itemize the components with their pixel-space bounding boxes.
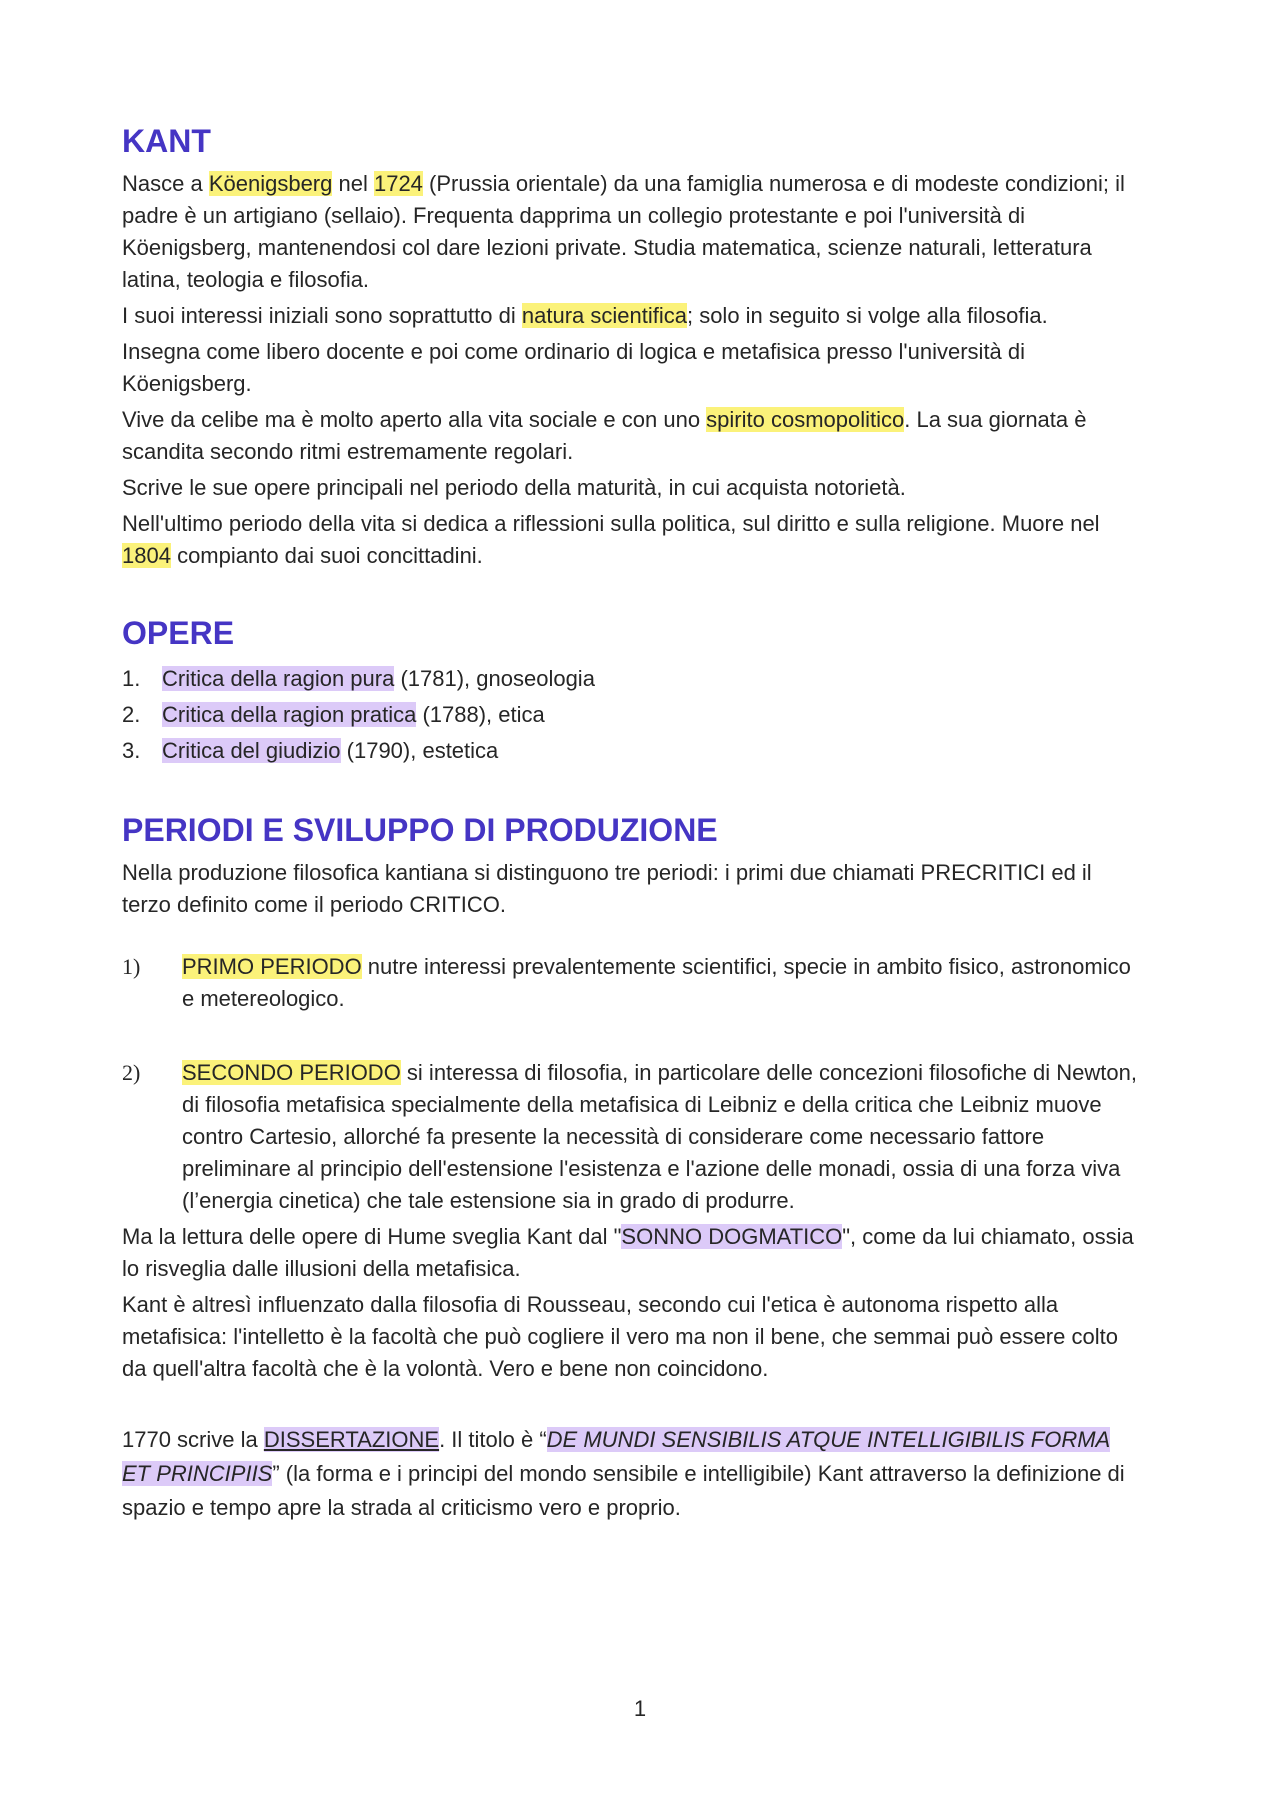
highlight-primo-periodo: PRIMO PERIODO bbox=[182, 954, 362, 980]
paragraph-rousseau: Kant è altresì influenzato dalla filosofia di Rousseau, secondo cui l'etica è autonoma rispetto alla metafisica: l'intelletto è la facoltà che può cogliere il vero ma non il bene, che semmai può essere colto da quell'altra facoltà che è la volontà. Vero e bene non coincidono. bbox=[122, 1292, 1118, 1382]
kant-paragraph-death: Nell'ultimo periodo della vita si dedica a riflessioni sulla politica, sul diritto e sulla religione. Muore nel 1804 compianto dai suoi concittadini. bbox=[122, 511, 1100, 569]
highlight-sonno-dogmatico: SONNO DOGMATICO bbox=[621, 1224, 843, 1250]
kant-paragraph-works-maturity: Scrive le sue opere principali nel periodo della maturità, in cui acquista notorietà. bbox=[122, 475, 906, 501]
periodi-intro: Nella produzione filosofica kantiana si distinguono tre periodi: i primi due chiamati PRECRITICI ed il terzo definito come il periodo CRITICO. bbox=[122, 860, 1092, 918]
list-item: 1. Critica della ragion pura (1781), gnoseologia bbox=[122, 665, 595, 691]
highlight-work-title: Critica della ragion pratica bbox=[162, 701, 417, 727]
highlight-death-year: 1804 bbox=[122, 543, 171, 569]
highlight-dissertazione: DISSERTAZIONE bbox=[263, 1427, 440, 1453]
section-title-kant: KANT bbox=[122, 123, 211, 159]
list-item: 2. Critica della ragion pratica (1788), etica bbox=[122, 701, 545, 727]
list-item: 3. Critica del giudizio (1790), estetica bbox=[122, 737, 499, 763]
highlight-spirito-cosmopolitico: spirito cosmopolitico bbox=[706, 407, 905, 433]
period-item-first: 1) PRIMO PERIODO nutre interessi prevalentemente scientifici, specie in ambito fisico, astronomico e metereologico. bbox=[122, 954, 1131, 1012]
kant-paragraph-teaching: Insegna come libero docente e poi come ordinario di logica e metafisica presso l'università di Köenigsberg. bbox=[122, 339, 1026, 397]
highlight-birth-year: 1724 bbox=[373, 171, 423, 197]
highlight-natura-scientifica: natura scientifica bbox=[521, 303, 687, 329]
period-item-second: 2) SECONDO PERIODO si interessa di filosofia, in particolare delle concezioni filosofiche di Newton, di filosofia metafisica specialmente della metafisica di Leibniz e della critica che Leibniz muove contro Cartesio, allorché fa presente la necessità di considerare come necessario fattore preliminare al principio dell'estensione l'esistenza e l'azione delle monadi, ossia di una forza viva (l’energia cinetica) che tale estensione sia in grado di produrre. bbox=[122, 1060, 1137, 1214]
highlight-city: Köenigsberg bbox=[208, 171, 333, 197]
highlight-latin-title: DE MUNDI SENSIBILIS ATQUE INTELLIGIBILIS FORMA ET PRINCIPIIS bbox=[122, 1427, 1111, 1487]
section-title-periodi: PERIODI E SVILUPPO DI PRODUZIONE bbox=[122, 811, 718, 848]
section-title-opere: OPERE bbox=[122, 615, 235, 652]
highlight-secondo-periodo: SECONDO PERIODO bbox=[182, 1060, 401, 1086]
works-list bbox=[122, 661, 1138, 769]
page-number: 1 bbox=[633, 1696, 647, 1721]
kant-paragraph-birth: Nasce a Köenigsberg nel 1724 (Prussia orientale) da una famiglia numerosa e di modeste condizioni; il padre è un artigiano (sellaio). Frequenta dapprima un collegio protestante e poi l'università di Köenigsberg, mantenendosi col dare lezioni private. Studia matematica, scienze naturali, letteratura latina, teologia e filosofia. bbox=[122, 171, 1125, 293]
highlight-work-title: Critica della ragion pura bbox=[162, 665, 395, 691]
highlight-work-title: Critica del giudizio bbox=[162, 737, 341, 763]
kant-paragraph-life: Vive da celibe ma è molto aperto alla vita sociale e con uno spirito cosmopolitico. La sua giornata è scandita secondo ritmi estremamente regolari. bbox=[122, 407, 1087, 465]
paragraph-hume: Ma la lettura delle opere di Hume sveglia Kant dal "SONNO DOGMATICO", come da lui chiamato, ossia lo risveglia dalle illusioni della metafisica. bbox=[122, 1224, 1134, 1282]
paragraph-dissertazione: 1770 scrive la DISSERTAZIONE. Il titolo è “DE MUNDI SENSIBILIS ATQUE INTELLIGIBILIS FORMA ET PRINCIPIIS” (la forma e i principi del mondo sensibile e intelligibile) Kant attraverso la definizione di spazio e tempo apre la strada al criticismo vero e proprio. bbox=[122, 1427, 1125, 1521]
kant-paragraph-interests: I suoi interessi iniziali sono soprattutto di natura scientifica; solo in seguito si volge alla filosofia. bbox=[122, 303, 1048, 329]
